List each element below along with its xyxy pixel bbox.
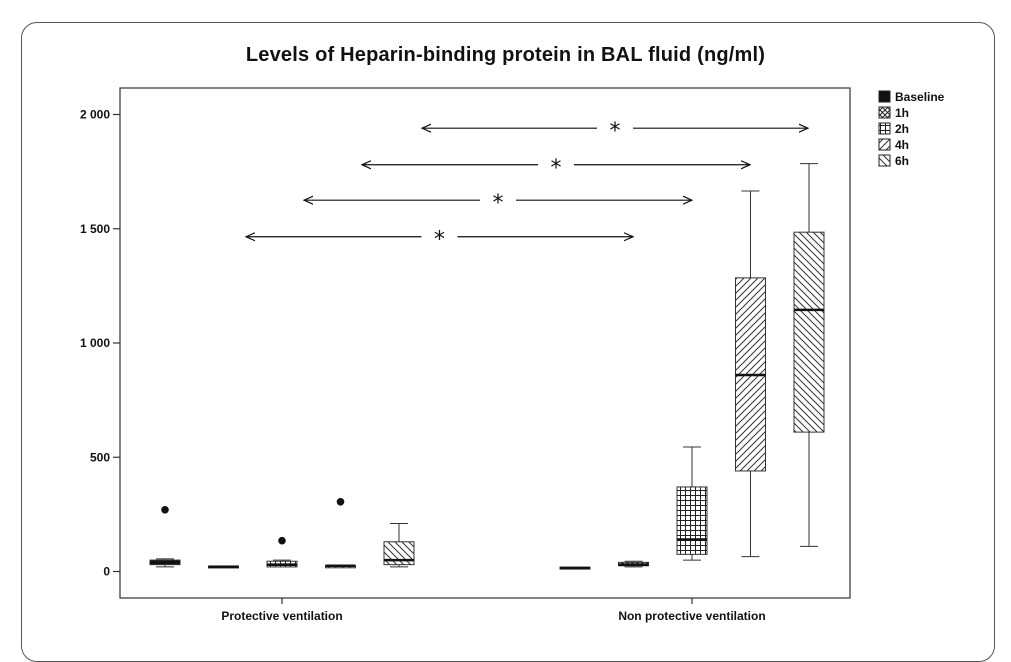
legend-swatch xyxy=(879,155,890,166)
box-1h-non-protective xyxy=(619,561,649,567)
legend-label: 4h xyxy=(895,138,910,152)
y-tick-label: 1 000 xyxy=(79,336,110,350)
legend xyxy=(879,90,945,168)
legend-label: 6h xyxy=(895,154,910,168)
legend-item xyxy=(879,122,909,136)
legend-swatch xyxy=(879,139,890,150)
box-baseline-non-protective xyxy=(560,567,590,569)
legend-item xyxy=(879,154,909,168)
y-tick-label: 0 xyxy=(103,564,110,579)
outlier-point xyxy=(161,506,169,514)
legend-label: Baseline xyxy=(895,90,945,104)
legend-label: 1h xyxy=(895,106,910,120)
y-tick-label: 2 000 xyxy=(79,107,110,122)
legend-swatch xyxy=(879,107,890,118)
legend-item xyxy=(879,138,909,152)
box-body xyxy=(677,487,707,554)
legend-item xyxy=(879,106,909,120)
x-category-label: Non protective ventilation xyxy=(618,609,766,623)
significance-star: * xyxy=(434,227,445,253)
significance-star: * xyxy=(609,119,621,145)
y-tick-label: 1 500 xyxy=(79,221,110,236)
legend-swatch xyxy=(879,123,890,134)
legend-item xyxy=(879,90,945,104)
significance-star: * xyxy=(492,191,504,217)
x-axis xyxy=(221,598,765,623)
y-axis xyxy=(80,108,120,579)
box-body xyxy=(794,232,824,432)
x-category-label: Protective ventilation xyxy=(221,609,343,623)
outlier-point xyxy=(278,537,286,545)
box-1h-protective xyxy=(209,566,239,568)
chart-title: Levels of Heparin-binding protein in BAL fluid (ng/ml) xyxy=(245,44,766,66)
legend-label: 2h xyxy=(895,122,910,136)
y-tick-label: 500 xyxy=(89,450,110,465)
legend-swatch xyxy=(879,91,890,102)
outlier-point xyxy=(337,498,345,506)
significance-star: * xyxy=(550,155,562,181)
